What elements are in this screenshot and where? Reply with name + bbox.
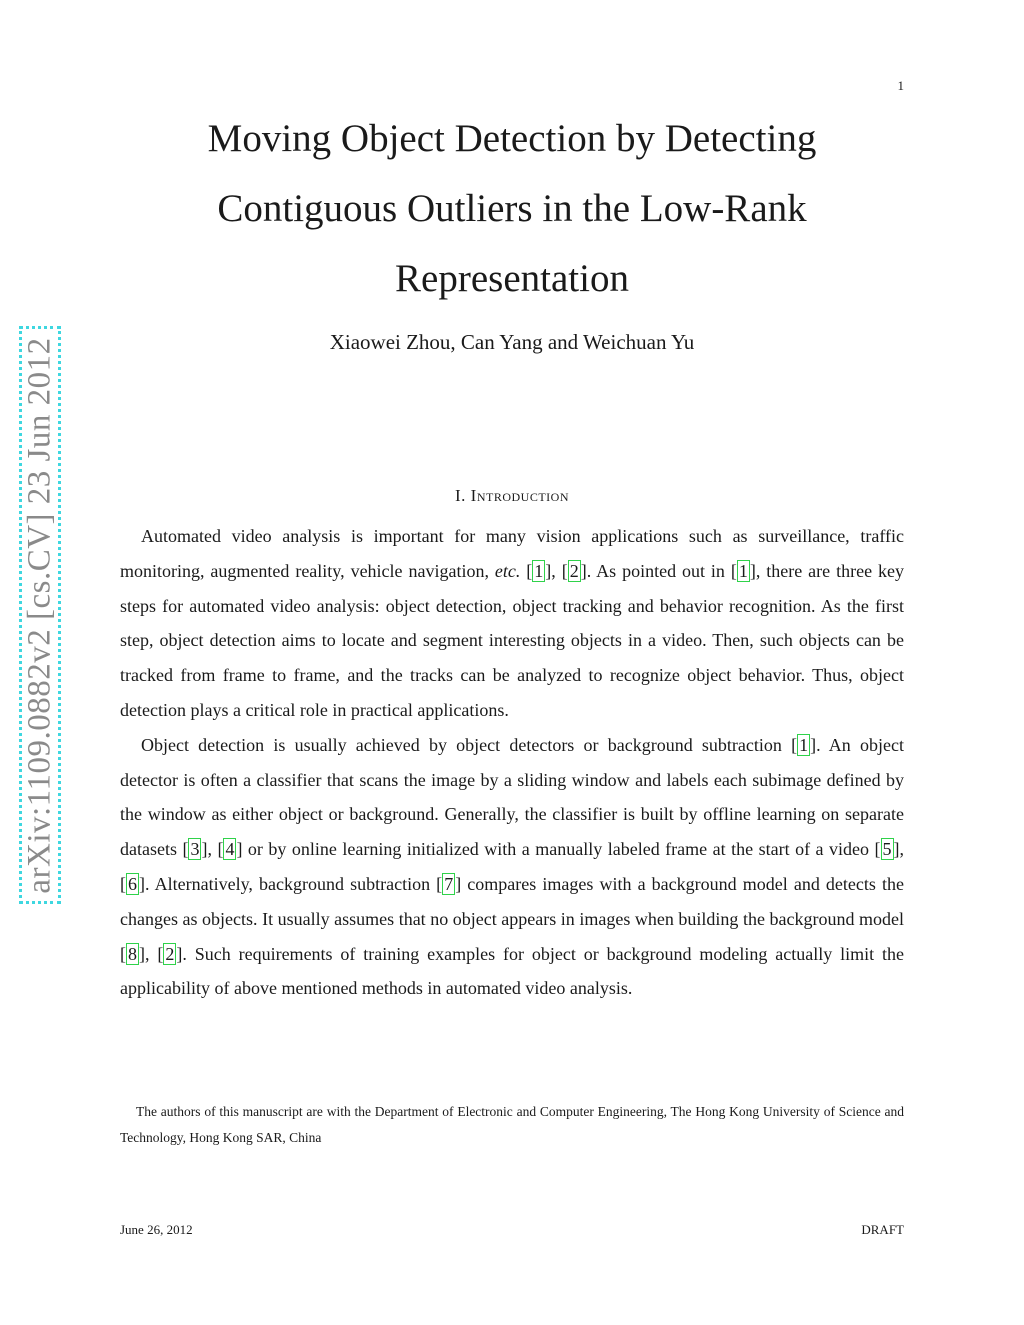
citation-link[interactable]: 1 (799, 734, 809, 755)
text-run: ] or by online learning initialized with a manually labeled frame at the start of a video [ (236, 839, 881, 860)
citation-link[interactable]: 6 (128, 873, 137, 894)
citation-link[interactable]: 5 (882, 839, 892, 860)
arxiv-id-label: arXiv:1109.0882v2 [cs.CV] 23 Jun 2012 (21, 336, 58, 894)
text-run: Object detection is usually achieved by object detectors or background subtraction [ (141, 734, 798, 755)
text-run: ]. Alternatively, background subtraction [ (139, 873, 443, 894)
title-line: Moving Object Detection by Detecting (207, 117, 817, 160)
citation-link[interactable]: 3 (190, 839, 200, 860)
text-run: Automated video analysis is important for many vision applications such as surveillance, traffic monitoring, augmented reality, vehicle navigation, (120, 526, 904, 581)
affiliation-footnote: The authors of this manuscript are with the Department of Electronic and Computer Engineering, The Hong Kong University of Science and Technology, Hong Kong SAR, China (120, 1104, 904, 1145)
text-run: ], [ (139, 943, 164, 964)
title-line: Contiguous Outliers in the Low-Rank (217, 187, 807, 230)
text-run: ], [ (120, 839, 904, 894)
title-line: Representation (395, 257, 629, 300)
paper-title (150, 104, 874, 314)
text-run: ]. As pointed out in [ (580, 560, 737, 581)
citation-link[interactable]: 1 (534, 560, 544, 581)
page-number: 1 (897, 78, 904, 93)
section-heading (120, 484, 904, 508)
citation-link[interactable]: 4 (225, 839, 235, 860)
section-number: I. (455, 486, 466, 505)
paragraph-detection (120, 728, 904, 1006)
citation-link[interactable]: 2 (165, 943, 175, 964)
text-run: [ (520, 560, 533, 581)
text-run: ]. Such requirements of training examples for object or background modeling actually limit the applicability of above mentioned methods in automated video analysis. (120, 943, 904, 999)
body-text (120, 519, 904, 1006)
section-title: Introduction (470, 486, 569, 505)
footer-draft-label: DRAFT (861, 1222, 904, 1237)
text-run: ], [ (545, 560, 568, 581)
paragraph-intro (120, 519, 904, 728)
etc-italic: etc. (494, 560, 521, 581)
citation-link[interactable]: 1 (738, 560, 748, 581)
citation-link[interactable]: 7 (444, 873, 454, 894)
text-run: ] compares images with a background model and detects the changes as objects. It usually assumes that no object appears in images when building the background model [ (120, 873, 905, 964)
text-run: ], there are three key steps for automated video analysis: object detection, object tracking and behavior recognition. As the first step, object detection aims to locate and segment interesting objects in a video. Then, such objects can be tracked from frame to frame, and the tracks can be analyzed to recognize object behavior. Thus, object detection plays a critical role in practical applications. (120, 560, 904, 720)
footer-date: June 26, 2012 (120, 1222, 193, 1237)
author-list: Xiaowei Zhou, Can Yang and Weichuan Yu (329, 330, 695, 354)
arxiv-sidebar-stamp[interactable] (19, 326, 61, 904)
citation-link[interactable]: 8 (128, 943, 137, 964)
text-run: ]. An object detector is often a classifier that scans the image by a sliding window and labels each subimage defined by the window as either object or background. Generally, the classifier is built by offline learning on separate datasets [ (120, 734, 904, 860)
text-run: ], [ (201, 839, 224, 860)
citation-link[interactable]: 2 (569, 560, 579, 581)
